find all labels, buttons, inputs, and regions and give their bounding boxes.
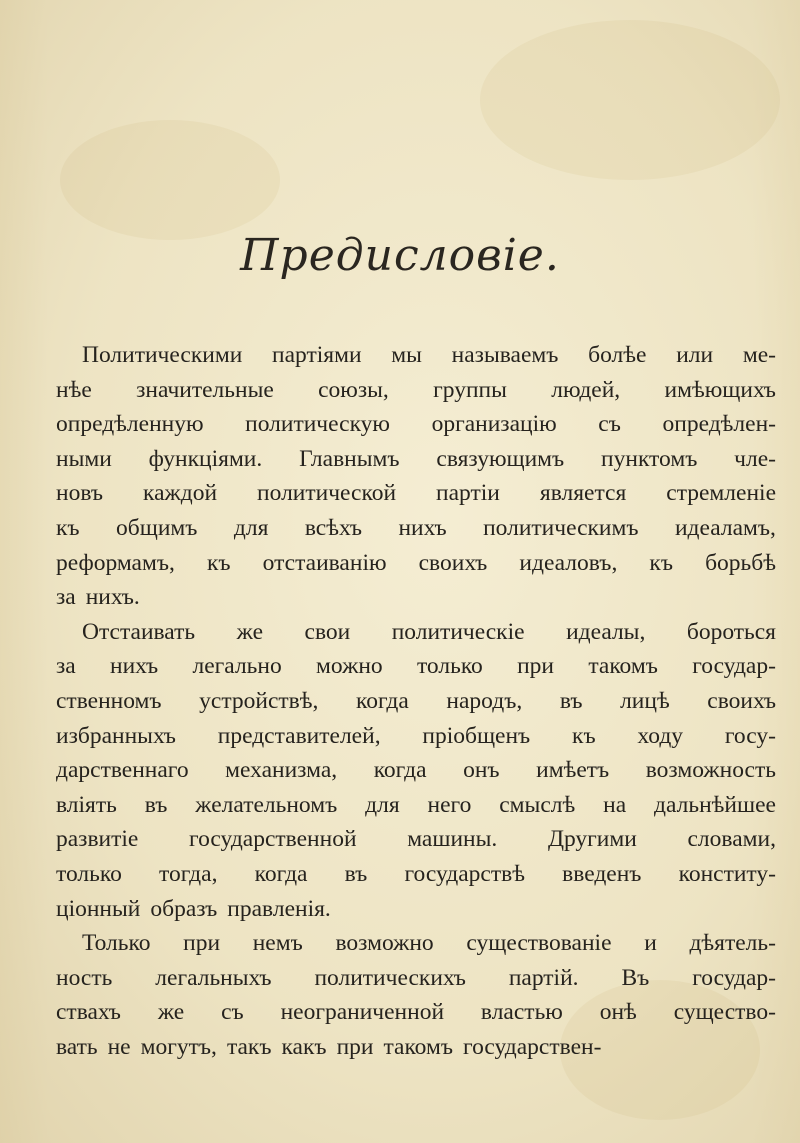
page-title: Предисловіе. <box>240 230 560 281</box>
text-line: избранныхъ представителей, пріобщенъ къ ходу госу- <box>56 722 776 749</box>
text-line: Только при немъ возможно существованіе и дѣятель- <box>82 930 776 957</box>
text-line: опредѣленную политическую организацію съ опредѣлен- <box>56 411 776 438</box>
text-line: Отстаивать же свои политическіе идеалы, бороться <box>82 618 776 645</box>
text-line: только тогда, когда въ государствѣ введенъ конститу- <box>56 860 776 887</box>
text-line: развитіе государственной машины. Другими словами, <box>56 826 776 853</box>
text-line: за нихъ. <box>56 584 140 611</box>
text-line: нѣе значительные союзы, группы людей, имѣющихъ <box>56 376 776 403</box>
body-text <box>56 338 776 1064</box>
text-line: новъ каждой политической партіи является стремленіе <box>56 480 776 507</box>
text-line: ными функціями. Главнымъ связующимъ пунктомъ чле- <box>56 445 776 472</box>
text-line: ствахъ же съ неограниченной властью онѣ существо- <box>56 999 776 1026</box>
text-line: Политическими партіями мы называемъ болѣе или ме- <box>82 342 776 368</box>
text-line: ціонный образъ правленія. <box>56 895 331 922</box>
text-line: дарственнаго механизма, когда онъ имѣетъ возможность <box>56 757 776 784</box>
text-line: вать не могутъ, такъ какъ при такомъ государствен- <box>56 1033 602 1060</box>
text-line: за нихъ легально можно только при такомъ государ- <box>56 653 776 680</box>
text-line: ность легальныхъ политическихъ партій. Въ государ- <box>56 964 776 991</box>
text-line: вліять въ желательномъ для него смыслѣ на дальнѣйшее <box>56 791 776 818</box>
text-line: ственномъ устройствѣ, когда народъ, въ лицѣ своихъ <box>56 687 776 714</box>
text-line: къ общимъ для всѣхъ нихъ политическимъ идеаламъ, <box>56 514 776 541</box>
text-line: реформамъ, къ отстаиванію своихъ идеаловъ, къ борьбѣ <box>56 549 776 576</box>
paper-stain <box>480 20 780 180</box>
paper-stain <box>60 120 280 240</box>
